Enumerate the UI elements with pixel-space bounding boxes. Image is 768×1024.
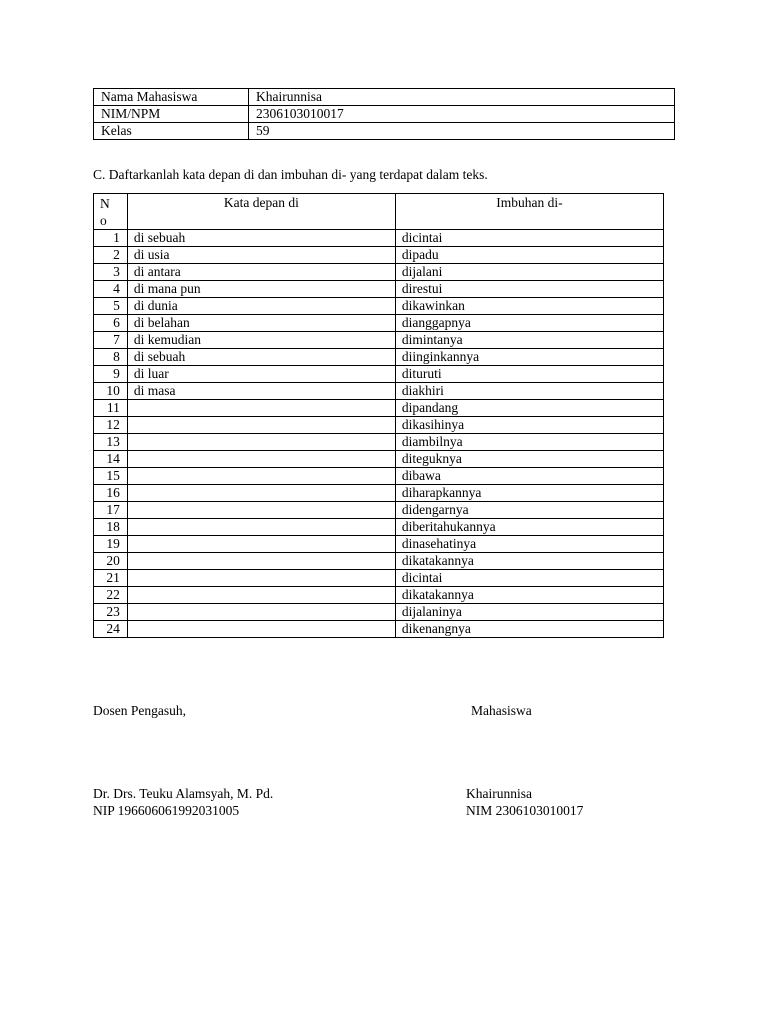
student-title: Mahasiswa	[471, 703, 532, 718]
table-row	[94, 434, 664, 451]
row-number: 14	[94, 451, 128, 468]
student-info-row	[94, 123, 675, 140]
row-number: 16	[94, 485, 128, 502]
table-row	[94, 332, 664, 349]
info-value: 2306103010017	[249, 106, 675, 123]
student-info-row	[94, 89, 675, 106]
imbuhan-cell: direstui	[395, 281, 663, 298]
imbuhan-cell: dinasehatinya	[395, 536, 663, 553]
kata-depan-cell	[127, 621, 395, 638]
word-table-body	[94, 230, 664, 638]
word-table-header	[94, 194, 664, 230]
row-number: 7	[94, 332, 128, 349]
row-number: 1	[94, 230, 128, 247]
table-row	[94, 485, 664, 502]
table-row	[94, 383, 664, 400]
row-number: 8	[94, 349, 128, 366]
imbuhan-cell: diharapkannya	[395, 485, 663, 502]
imbuhan-cell: dimintanya	[395, 332, 663, 349]
row-number: 11	[94, 400, 128, 417]
lecturer-title: Dosen Pengasuh,	[93, 703, 186, 718]
row-number: 20	[94, 553, 128, 570]
row-number: 5	[94, 298, 128, 315]
imbuhan-cell: dijalaninya	[395, 604, 663, 621]
row-number: 12	[94, 417, 128, 434]
row-number: 9	[94, 366, 128, 383]
info-label: Kelas	[94, 123, 249, 140]
table-row	[94, 451, 664, 468]
kata-depan-cell	[127, 604, 395, 621]
imbuhan-cell: dipadu	[395, 247, 663, 264]
kata-depan-cell	[127, 417, 395, 434]
kata-depan-cell: di dunia	[127, 298, 395, 315]
header-no	[94, 194, 128, 230]
table-row	[94, 281, 664, 298]
imbuhan-cell: diambilnya	[395, 434, 663, 451]
info-value: 59	[249, 123, 675, 140]
row-number: 6	[94, 315, 128, 332]
imbuhan-cell: dipandang	[395, 400, 663, 417]
imbuhan-cell: dikenangnya	[395, 621, 663, 638]
kata-depan-cell	[127, 587, 395, 604]
kata-depan-cell	[127, 468, 395, 485]
table-row	[94, 502, 664, 519]
row-number: 22	[94, 587, 128, 604]
kata-depan-cell: di antara	[127, 264, 395, 281]
student-info-row	[94, 106, 675, 123]
table-row	[94, 536, 664, 553]
imbuhan-cell: dikatakannya	[395, 587, 663, 604]
row-number: 24	[94, 621, 128, 638]
student-info-table	[93, 88, 675, 140]
kata-depan-cell: di sebuah	[127, 230, 395, 247]
kata-depan-cell: di kemudian	[127, 332, 395, 349]
header-imbuhan: Imbuhan di-	[395, 194, 663, 230]
kata-depan-cell	[127, 553, 395, 570]
table-row	[94, 366, 664, 383]
kata-depan-cell	[127, 502, 395, 519]
imbuhan-cell: didengarnya	[395, 502, 663, 519]
row-number: 18	[94, 519, 128, 536]
imbuhan-cell: dituruti	[395, 366, 663, 383]
kata-depan-cell: di mana pun	[127, 281, 395, 298]
row-number: 23	[94, 604, 128, 621]
imbuhan-cell: dikawinkan	[395, 298, 663, 315]
table-row	[94, 315, 664, 332]
student-nim: NIM 2306103010017	[466, 803, 584, 818]
info-label: NIM/NPM	[94, 106, 249, 123]
row-number: 21	[94, 570, 128, 587]
kata-depan-cell: di belahan	[127, 315, 395, 332]
table-row	[94, 519, 664, 536]
row-number: 17	[94, 502, 128, 519]
header-kata-depan: Kata depan di	[127, 194, 395, 230]
kata-depan-cell	[127, 451, 395, 468]
imbuhan-cell: dicintai	[395, 230, 663, 247]
kata-depan-cell	[127, 570, 395, 587]
lecturer-name: Dr. Drs. Teuku Alamsyah, M. Pd.	[93, 786, 274, 801]
imbuhan-cell: dibawa	[395, 468, 663, 485]
table-row	[94, 587, 664, 604]
header-row	[94, 194, 664, 230]
imbuhan-cell: diakhiri	[395, 383, 663, 400]
imbuhan-cell: dijalani	[395, 264, 663, 281]
table-row	[94, 621, 664, 638]
imbuhan-cell: dicintai	[395, 570, 663, 587]
kata-depan-cell: di usia	[127, 247, 395, 264]
imbuhan-cell: dikatakannya	[395, 553, 663, 570]
table-row	[94, 553, 664, 570]
question-text: C. Daftarkanlah kata depan di dan imbuhan di- yang terdapat dalam teks.	[93, 167, 488, 182]
imbuhan-cell: dikasihinya	[395, 417, 663, 434]
table-row	[94, 400, 664, 417]
header-no-label: No	[100, 196, 110, 228]
imbuhan-cell: dianggapnya	[395, 315, 663, 332]
row-number: 3	[94, 264, 128, 281]
word-list-table	[93, 193, 664, 638]
imbuhan-cell: diberitahukannya	[395, 519, 663, 536]
imbuhan-cell: diteguknya	[395, 451, 663, 468]
student-info-body	[94, 89, 675, 140]
kata-depan-cell: di sebuah	[127, 349, 395, 366]
kata-depan-cell	[127, 400, 395, 417]
row-number: 19	[94, 536, 128, 553]
table-row	[94, 230, 664, 247]
row-number: 2	[94, 247, 128, 264]
kata-depan-cell: di luar	[127, 366, 395, 383]
kata-depan-cell	[127, 536, 395, 553]
row-number: 4	[94, 281, 128, 298]
kata-depan-cell: di masa	[127, 383, 395, 400]
table-row	[94, 264, 664, 281]
imbuhan-cell: diinginkannya	[395, 349, 663, 366]
table-row	[94, 417, 664, 434]
table-row	[94, 349, 664, 366]
table-row	[94, 604, 664, 621]
kata-depan-cell	[127, 485, 395, 502]
table-row	[94, 298, 664, 315]
kata-depan-cell	[127, 519, 395, 536]
table-row	[94, 570, 664, 587]
student-name: Khairunnisa	[466, 786, 532, 801]
kata-depan-cell	[127, 434, 395, 451]
table-row	[94, 247, 664, 264]
row-number: 13	[94, 434, 128, 451]
info-label: Nama Mahasiswa	[94, 89, 249, 106]
info-value: Khairunnisa	[249, 89, 675, 106]
row-number: 15	[94, 468, 128, 485]
row-number: 10	[94, 383, 128, 400]
table-row	[94, 468, 664, 485]
lecturer-nip: NIP 196606061992031005	[93, 803, 240, 818]
